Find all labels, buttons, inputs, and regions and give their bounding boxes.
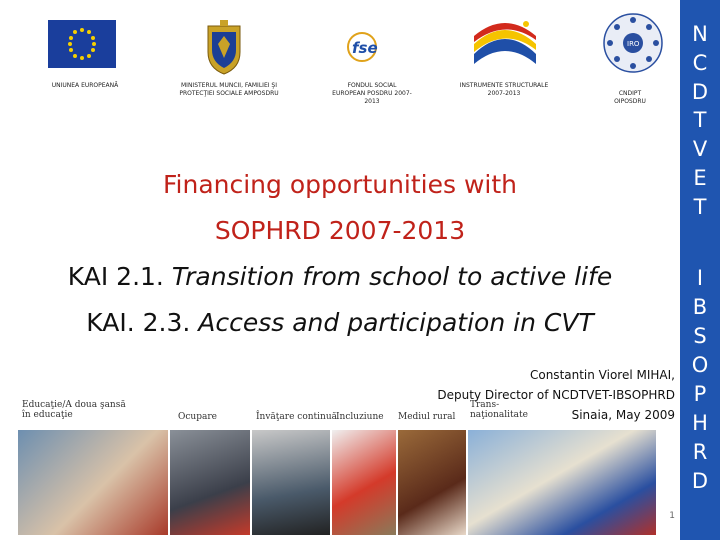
fse-caption: FONDUL SOCIAL EUROPEAN POSDRU 2007-2013 (332, 82, 412, 105)
photo-education (18, 430, 168, 535)
fse-logo-icon (342, 28, 402, 66)
ministry-caption: MINISTERUL MUNCII, FAMILIEI ŞI PROTECŢIEI SOCIALE AMPOSDRU (179, 82, 279, 97)
kai-23-title: Access and participation in CVT (198, 308, 594, 337)
author-role: Deputy Director of NCDTVET-IBSOPHRD (437, 388, 675, 402)
title-line-1: Financing opportunities with (162, 170, 518, 199)
author-name: Constantin Viorel MIHAI, (529, 368, 675, 382)
sidebar-letter: T (693, 195, 707, 219)
oi-posdru-caption: CNDIPT OIPOSDRU (614, 90, 646, 105)
kai-21-label: KAI 2.1. (67, 262, 172, 291)
strip-label-transnational: Trans-naţionalitate (470, 400, 528, 420)
strip-label-education: Educaţie/A doua şansă în educaţie (22, 400, 126, 420)
strip-label-lifelong: Învăţare continuă (256, 412, 337, 422)
sidebar-letter: N (692, 22, 708, 46)
sidebar-letter: C (692, 51, 708, 75)
sidebar-letter: O (691, 353, 709, 377)
sidebar-letter: D (691, 469, 709, 493)
oi-posdru-mark: IRO (627, 40, 640, 48)
photo-rural (398, 430, 466, 535)
photo-transnational (468, 430, 656, 535)
title-line-4 (0, 308, 680, 337)
photo-employment (170, 430, 250, 535)
sidebar-letter: B (692, 295, 708, 319)
sidebar-letter: H (692, 411, 708, 435)
kai-21-title: Transition from school to active life (171, 262, 613, 291)
sidebar-letter: T (693, 108, 707, 132)
page-number: 1 (669, 511, 675, 521)
sidebar-letter: E (693, 166, 707, 190)
strip-label-employment: Ocupare (178, 412, 217, 422)
eu-caption: UNIUNEA EUROPEANĂ (51, 82, 119, 89)
strip-label-rural: Mediul rural (398, 412, 456, 422)
kai-23-label: KAI. 2.3. (86, 308, 199, 337)
title-line-3 (0, 262, 680, 291)
oi-posdru-logo-icon (602, 12, 664, 74)
photo-lifelong-learning (252, 430, 330, 535)
sidebar-letter: V (692, 137, 708, 161)
strip-label-inclusion: Incluziune (336, 412, 384, 422)
photo-inclusion (332, 430, 396, 535)
fse-mark: fse (352, 39, 378, 57)
acronym-sidebar (680, 0, 720, 540)
structural-instruments-icon (470, 14, 540, 74)
sidebar-letter: R (692, 440, 708, 464)
sidebar-letter: I (696, 266, 704, 290)
title-line-2: SOPHRD 2007-2013 (214, 216, 466, 245)
sidebar-letter: D (691, 80, 709, 104)
eu-flag-icon (48, 20, 116, 68)
structural-instruments-caption: INSTRUMENTE STRUCTURALE 2007-2013 (459, 82, 549, 97)
sidebar-letter: S (693, 324, 707, 348)
author-place-date: Sinaia, May 2009 (571, 408, 675, 422)
sidebar-letter: P (693, 382, 707, 406)
coat-of-arms-icon (204, 18, 244, 78)
